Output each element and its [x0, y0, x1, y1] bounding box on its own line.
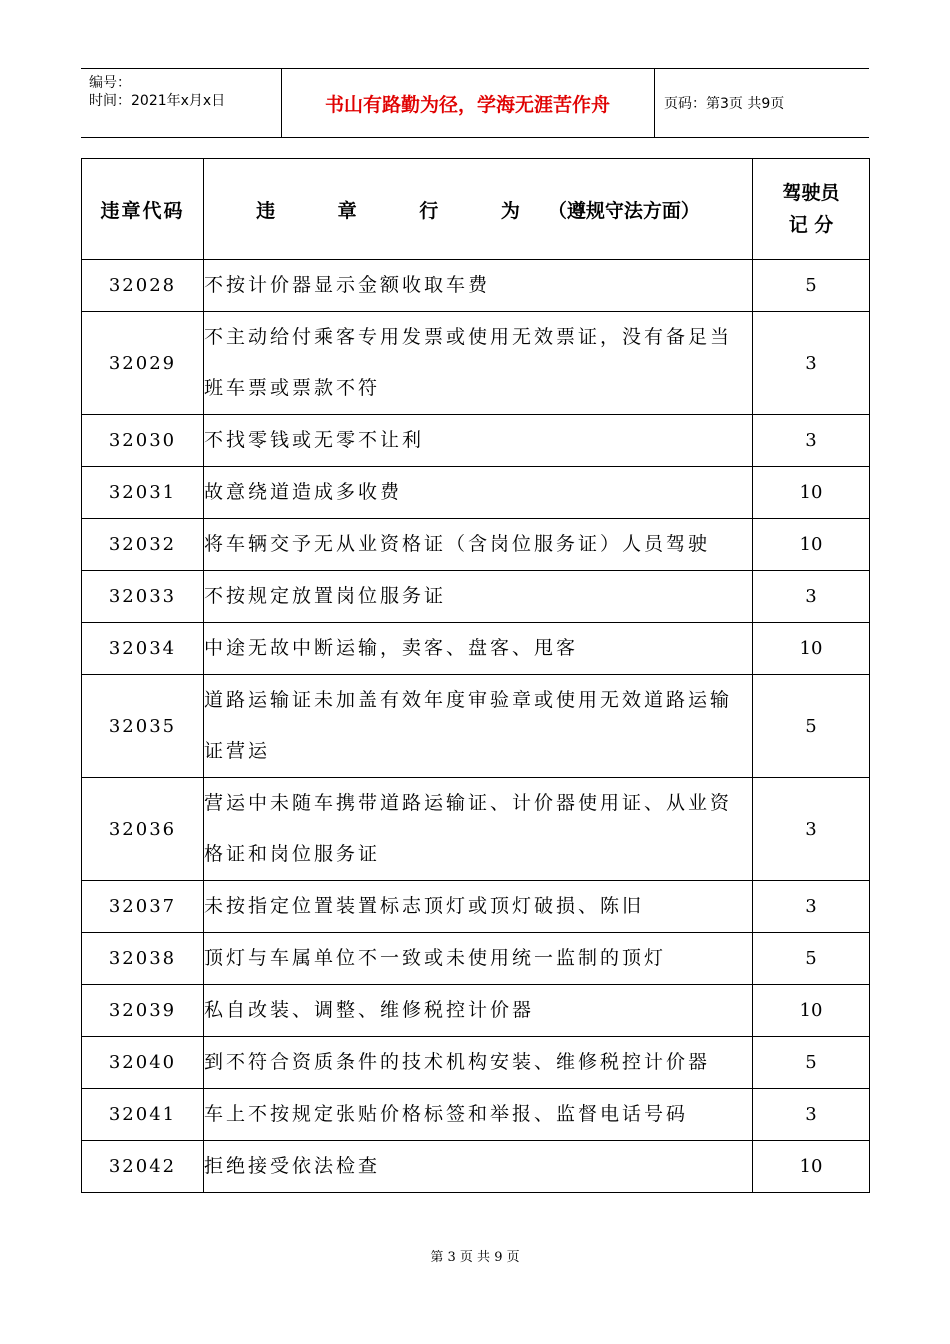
points-cell: 3	[753, 312, 870, 415]
violation-code-cell: 32042	[82, 1141, 204, 1193]
table-row	[82, 415, 870, 467]
table-row	[82, 933, 870, 985]
header-behavior-main: 违 章 行 为	[256, 199, 548, 222]
header-behavior	[204, 159, 753, 260]
header-code: 违章代码	[82, 159, 204, 260]
table-row	[82, 623, 870, 675]
number-label: 编号：	[89, 75, 131, 91]
violation-description-cell: 营运中未随车携带道路运输证、计价器使用证、从业资格证和岗位服务证	[204, 778, 753, 881]
points-cell: 5	[753, 260, 870, 312]
violation-description-cell: 拒绝接受依法检查	[204, 1141, 753, 1193]
header-meta	[81, 69, 281, 137]
points-cell: 3	[753, 571, 870, 623]
table-row	[82, 260, 870, 312]
violation-description-cell: 不找零钱或无零不让利	[204, 415, 753, 467]
header-divider	[654, 69, 655, 137]
violation-description-cell: 故意绕道造成多收费	[204, 467, 753, 519]
points-cell: 3	[753, 778, 870, 881]
violation-code-cell: 32036	[82, 778, 204, 881]
violation-code-cell: 32029	[82, 312, 204, 415]
violation-description-cell: 顶灯与车属单位不一致或未使用统一监制的顶灯	[204, 933, 753, 985]
violation-code-cell: 32040	[82, 1037, 204, 1089]
violation-description-cell: 道路运输证未加盖有效年度审验章或使用无效道路运输证营运	[204, 675, 753, 778]
table-body	[82, 260, 870, 1193]
table-row	[82, 1037, 870, 1089]
points-cell: 3	[753, 1089, 870, 1141]
table-row	[82, 675, 870, 778]
violation-code-cell: 32028	[82, 260, 204, 312]
violation-code-cell: 32037	[82, 881, 204, 933]
points-cell: 10	[753, 519, 870, 571]
header-behavior-sub: （遵规守法方面）	[547, 199, 700, 222]
violation-description-cell: 不按规定放置岗位服务证	[204, 571, 753, 623]
violation-table	[81, 158, 870, 1193]
header-motto: 书山有路勤为径，学海无涯苦作舟	[324, 93, 610, 116]
header-points-line1: 驾驶员	[782, 182, 840, 204]
points-cell: 5	[753, 933, 870, 985]
violation-description-cell: 将车辆交予无从业资格证（含岗位服务证）人员驾驶	[204, 519, 753, 571]
table-row	[82, 985, 870, 1037]
violation-code-cell: 32035	[82, 675, 204, 778]
points-cell: 5	[753, 1037, 870, 1089]
table-row	[82, 571, 870, 623]
header-page-info: 页码：第3页 共9页	[664, 96, 785, 112]
table-row	[82, 1141, 870, 1193]
points-cell: 3	[753, 881, 870, 933]
table-row	[82, 467, 870, 519]
violation-code-cell: 32039	[82, 985, 204, 1037]
points-cell: 10	[753, 985, 870, 1037]
header-points-line2: 记 分	[788, 214, 834, 236]
points-cell: 5	[753, 675, 870, 778]
table-row	[82, 1089, 870, 1141]
violation-description-cell: 私自改装、调整、维修税控计价器	[204, 985, 753, 1037]
table-row	[82, 778, 870, 881]
violation-code-cell: 32033	[82, 571, 204, 623]
violation-code-cell: 32038	[82, 933, 204, 985]
points-cell: 10	[753, 467, 870, 519]
table-row	[82, 312, 870, 415]
violation-description-cell: 不主动给付乘客专用发票或使用无效票证，没有备足当班车票或票款不符	[204, 312, 753, 415]
page-footer: 第 3 页 共 9 页	[430, 1250, 520, 1265]
violation-code-cell: 32041	[82, 1089, 204, 1141]
points-cell: 10	[753, 1141, 870, 1193]
violation-description-cell: 不按计价器显示金额收取车费	[204, 260, 753, 312]
violation-code-cell: 32032	[82, 519, 204, 571]
table-header-row	[82, 159, 870, 260]
violation-description-cell: 中途无故中断运输，卖客、盘客、甩客	[204, 623, 753, 675]
header-points	[753, 159, 870, 260]
time-label: 时间：2021年x月x日	[89, 93, 226, 109]
violation-code-cell: 32030	[82, 415, 204, 467]
violation-description-cell: 到不符合资质条件的技术机构安装、维修税控计价器	[204, 1037, 753, 1089]
violation-code-cell: 32034	[82, 623, 204, 675]
table-row	[82, 519, 870, 571]
violation-description-cell: 未按指定位置装置标志顶灯或顶灯破损、陈旧	[204, 881, 753, 933]
points-cell: 10	[753, 623, 870, 675]
violation-code-cell: 32031	[82, 467, 204, 519]
violation-description-cell: 车上不按规定张贴价格标签和举报、监督电话号码	[204, 1089, 753, 1141]
table-row	[82, 881, 870, 933]
document-header	[81, 68, 869, 138]
points-cell: 3	[753, 415, 870, 467]
